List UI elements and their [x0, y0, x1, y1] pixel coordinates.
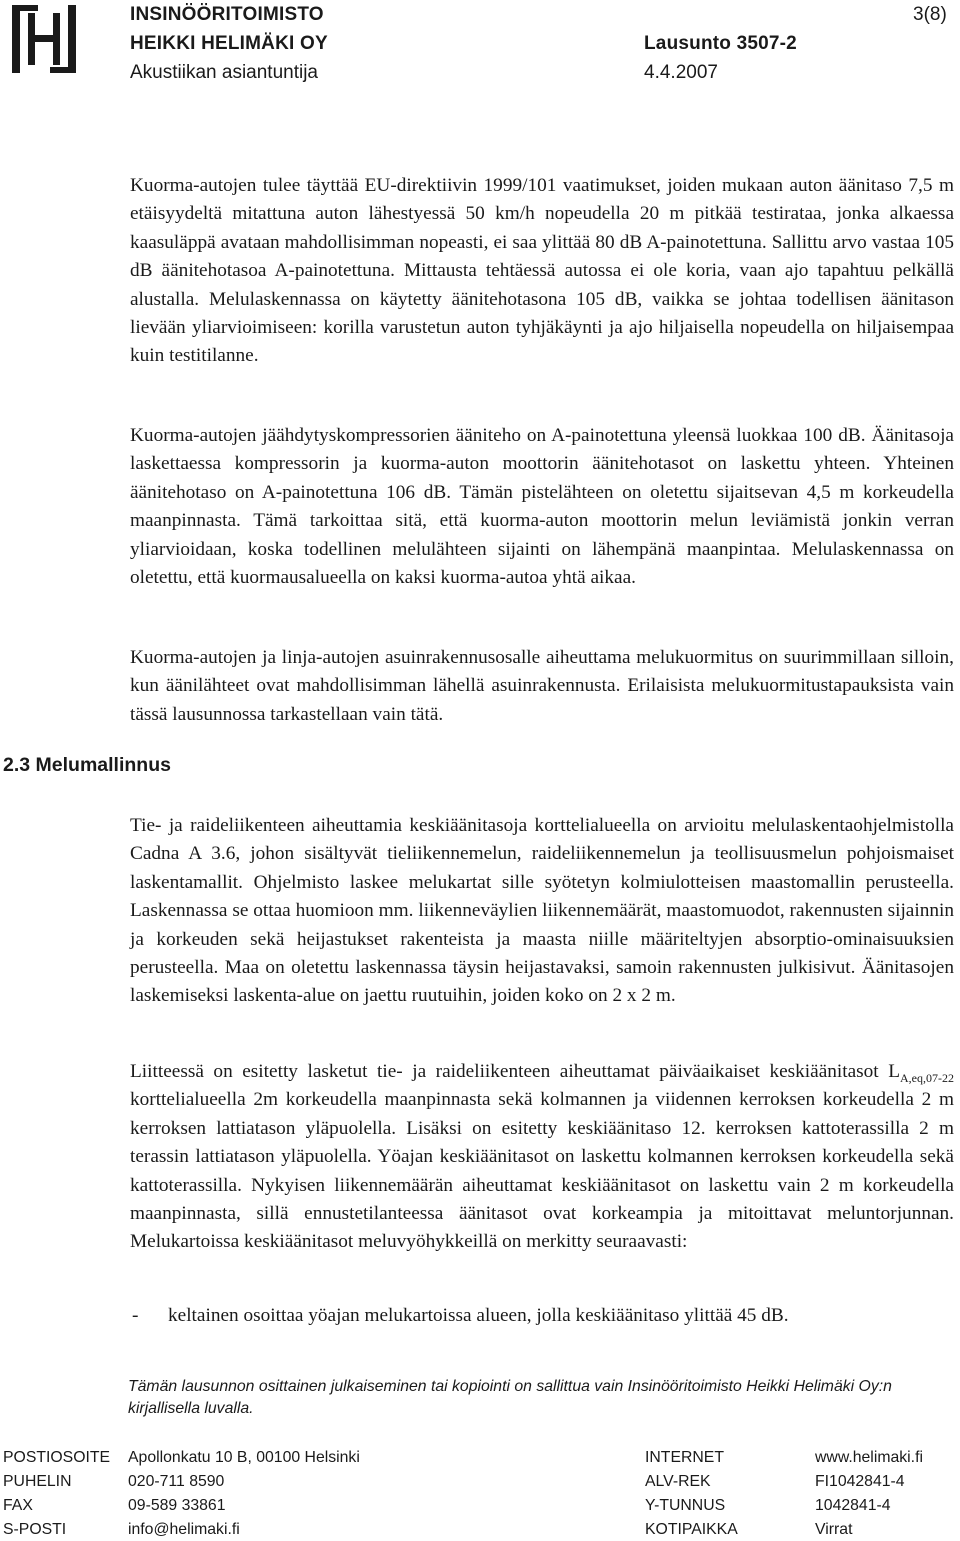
footer-value-internet[interactable]: www.helimaki.fi — [815, 1449, 923, 1466]
footer-label-domicile: KOTIPAIKKA — [645, 1521, 738, 1538]
company-logo — [8, 3, 80, 75]
paragraph-compressor: Kuorma-autojen jäähdytyskompressorien ääniteho on A-painotettuna yleensä luokkaa 100 dB. Äänitasoja laskettaessa kompressorin ja kuorma-auton moottorin äänitehotasot on laskettu yhteen. Yhteinen äänitehotaso on A-painotettuna 106 dB. Tämän pistelähteen on oletettu sijaitsevan 4,5 m korkeudella maanpinnasta. Tämä tarkoittaa sitä, että kuorma-auton moottorin melun leviämistä jonkin verran yliarvioidaan, koska todellinen melulähteen sijainti on lähempänä maanpintaa. Melulaskennassa on oletettu, että kuormausalueella on kaksi kuorma-autoa yhtä aikaa. — [130, 425, 954, 589]
footer-label-postal: POSTIOSOITE — [3, 1449, 111, 1466]
footer-value-business-id: 1042841-4 — [815, 1497, 891, 1514]
footer-value-fax: 09-589 33861 — [128, 1497, 226, 1514]
footer-value-domicile: Virrat — [815, 1521, 853, 1538]
section-heading: 2.3 Melumallinnus — [3, 754, 171, 776]
company-name-line2: HEIKKI HELIMÄKI OY — [130, 33, 328, 54]
paragraph-worst-case: Kuorma-autojen ja linja-autojen asuinrakennusosalle aiheuttama melukuormitus on suurimmillaan silloin, kun äänilähteet ovat mahdollisimman lähellä asuinrakennusta. Erilaisista melukuormitustapauksista vain tässä lausunnossa tarkastellaan vain tätä. — [130, 647, 954, 725]
page-number: 3(8) — [913, 4, 947, 25]
footer-label-email: S-POSTI — [3, 1521, 67, 1538]
company-tagline: Akustiikan asiantuntija — [130, 62, 318, 83]
footer-value-email[interactable]: info@helimaki.fi — [128, 1521, 240, 1538]
document-date: 4.4.2007 — [644, 62, 718, 83]
footer-label-business-id: Y-TUNNUS — [645, 1497, 726, 1514]
footer-label-vat: ALV-REK — [645, 1473, 711, 1490]
footer-label-fax: FAX — [3, 1497, 33, 1514]
footer-value-vat: FI1042841-4 — [815, 1473, 905, 1490]
footer-label-phone: PUHELIN — [3, 1473, 72, 1490]
footer-value-phone: 020-711 8590 — [128, 1473, 225, 1490]
paragraph-noise-maps: Liitteessä on esitetty lasketut tie- ja raideliikenteen aiheuttamat päiväaikaiset keskiäänitasot $L_{A,eq,07-22}$ korttelialueella 2m korkeudella maanpinnasta sekä kolmannen ja viidennen kerroksen korkeudella 2 m kerroksen lattiatason yläpuolella. Lisäksi on esitetty keskiäänitaso 12. kerroksen kattoterassilla 2 m terassin lattiatason yläpuolella. Yöajan keskiäänitasot on laskettu kolmannen kerroksen korkeudella sekä kattoterassilla. Nykyisen liikennemäärän aiheuttamat keskiäänitasot on laskettu vain 2 m korkeudella maanpinnasta, sillä ennustetilanteessa äänitasot ovat korkeampia ja mitoittavat meluntorjunnan. Melukartoissa keskiäänitasot meluvyöhykkeillä on merkitty seuraavasti: — [130, 1061, 954, 1253]
company-name-line1: INSINÖÖRITOIMISTO — [130, 4, 324, 25]
paragraph-eu-directive: Kuorma-autojen tulee täyttää EU-direktiivin 1999/101 vaatimukset, joiden mukaan auton äänitaso 7,5 m etäisyydeltä mitattuna auton lähestyessä 50 km/h nopeudella 20 m pitkää testirataa, jonka alkaessa kaasuläppä avataan mahdollisimman nopeasti, ei saa ylittää 80 dB A-painotettuna. Sallittu arvo vastaa 105 dB äänitehotasoa A-painotettuna. Mittausta tehtäessä autossa ei ole koria, vaan ajo tapahtuu pelkällä alustalla. Melulaskennassa on käytetty äänitehotasona 105 dB, vaikka se johtaa todellisen äänitason lievään yliarvioimiseen: korilla varustetun auton tyhjäkäynti ja ajo hiljaisella nopeudella on hiljaisempaa kuin testitilanne. — [130, 175, 954, 367]
bullet-marker: - — [132, 1305, 139, 1326]
footer-label-internet: INTERNET — [645, 1449, 724, 1466]
paragraph-noise-model: Tie- ja raideliikenteen aiheuttamia keskiäänitasoja korttelialueella on arvioitu melulaskentaohjelmistolla Cadna A 3.6, johon sisältyvät tieliikennemelun, raideliikennemelun ja teollisuusmelun pohjoismaiset laskentamallit. Ohjelmisto laskee melukartat sille syötetyn kolmiulotteisen maastomallin perusteella. Laskennassa se ottaa huomioon mm. liikenneväylien liikennemäärät, maastomuodot, rakennusten sijainnin ja korkeuden sekä heijastukset rakenteista ja maasta niille määriteltyjen absorptio-ominaisuuksien perusteella. Maa on oletettu laskennassa täysin heijastavaksi, samoin rakennusten julkisivut. Äänitasojen laskemiseksi laskenta-alue on jaettu ruutuihin, joiden koko on 2 x 2 m. — [130, 815, 954, 1007]
copyright-notice: Tämän lausunnon osittainen julkaiseminen tai kopiointi on sallittua vain Insinööritoimisto Heikki Helimäki Oy:n kirjallisella luvalla. — [128, 1378, 892, 1417]
document-title: Lausunto 3507-2 — [644, 33, 797, 54]
footer-value-postal: Apollonkatu 10 B, 00100 Helsinki — [128, 1449, 360, 1466]
bullet-item: keltainen osoittaa yöajan melukartoissa alueen, jolla keskiäänitaso ylittää 45 dB. — [168, 1305, 789, 1326]
